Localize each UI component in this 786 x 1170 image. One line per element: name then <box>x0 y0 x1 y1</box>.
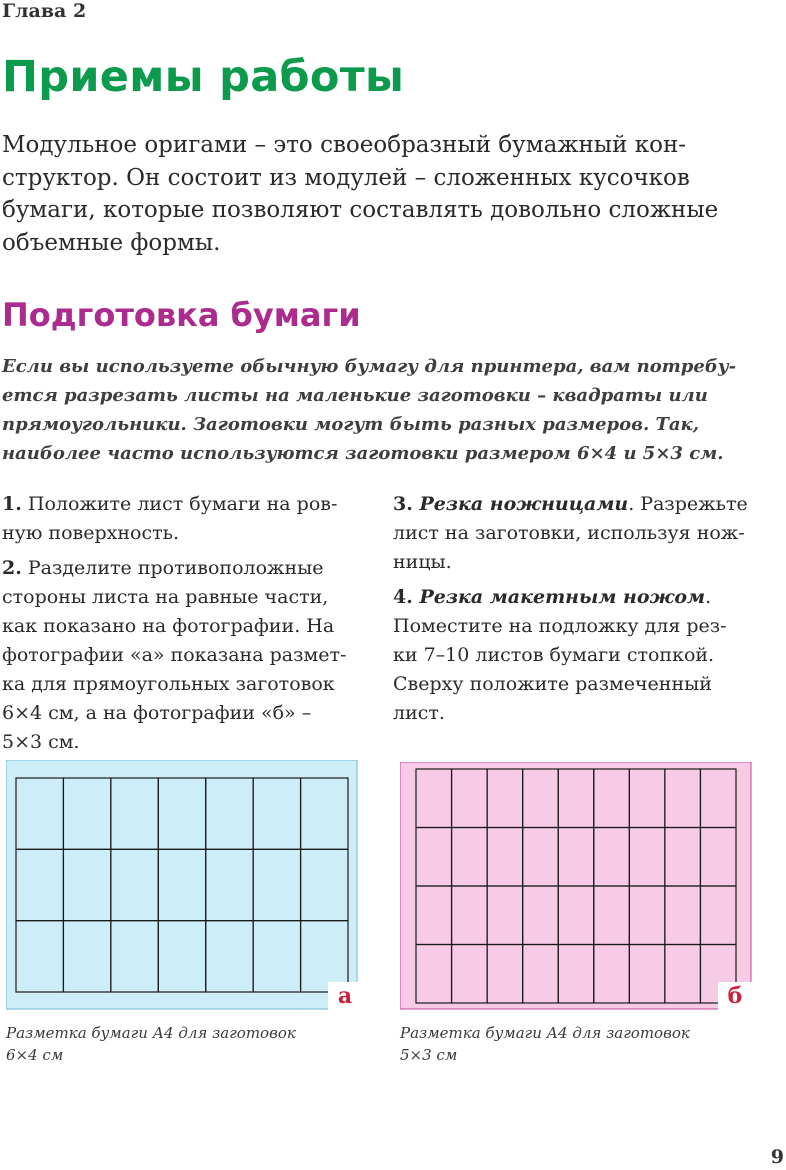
page-title: Приемы работы <box>2 52 405 102</box>
intro-line: прямоугольники. Заготовки могут быть разных размеров. Так, <box>2 414 700 435</box>
step-text: стороны листа на равные части, <box>2 586 329 608</box>
intro-line: ется разрезать листы на маленькие заготовки – квадраты или <box>2 385 708 406</box>
intro-paragraph <box>2 352 772 468</box>
figure-a-caption <box>6 1022 346 1066</box>
step-1 <box>2 490 372 548</box>
step-title: Резка макетным ножом <box>412 586 706 608</box>
lead-line: объемные формы. <box>2 229 221 256</box>
step-text: . <box>705 586 712 608</box>
step-text: Поместите на подложку для рез- <box>393 615 727 637</box>
step-2 <box>2 554 372 757</box>
intro-line: Если вы используете обычную бумагу для принтера, вам потребу- <box>2 356 737 377</box>
caption-line: 5×3 см <box>400 1046 458 1064</box>
step-text: Разделите противоположные <box>21 557 324 579</box>
step-text: лист. <box>393 702 445 724</box>
grid-diagram-a <box>6 760 358 1010</box>
figure-b-photo <box>400 762 752 1010</box>
step-text: ную поверхность. <box>2 522 179 544</box>
step-number: 2. <box>2 557 22 579</box>
paper-sheet <box>6 760 357 1009</box>
step-text: как показано на фотографии. На <box>2 615 335 637</box>
step-text: лист на заготовки, используя нож- <box>393 522 745 544</box>
section-title: Подготовка бумаги <box>2 296 361 334</box>
step-number: 1. <box>2 493 22 515</box>
lead-line: Модульное оригами – это своеобразный бумажный кон- <box>2 132 687 158</box>
step-text: ка для прямоугольных заготовок <box>2 673 335 695</box>
lead-paragraph <box>2 129 762 259</box>
figure-label: а <box>328 982 362 1012</box>
step-number: 4. <box>393 586 413 608</box>
step-3 <box>393 490 763 577</box>
steps-right-column <box>393 490 763 734</box>
step-text: ницы. <box>393 551 452 573</box>
caption-line: Разметка бумаги А4 для заготовок <box>6 1024 296 1042</box>
figure-b-caption <box>400 1022 740 1066</box>
lead-line: структор. Он состоит из модулей – сложенных кусочков <box>2 164 690 191</box>
step-title: Резка ножницами <box>412 493 629 515</box>
chapter-label: Глава 2 <box>2 0 87 22</box>
step-text: 5×3 см. <box>2 731 80 753</box>
grid-diagram-b <box>400 762 752 1010</box>
page-number: 9 <box>770 1146 784 1168</box>
step-text: 6×4 см, а на фотографии «б» – <box>2 702 312 724</box>
intro-line: наиболее часто используются заготовки размером 6×4 и 5×3 см. <box>2 443 724 464</box>
lead-line: бумаги, которые позволяют составлять довольно сложные <box>2 197 719 223</box>
step-text: . Разрежьте <box>628 493 748 515</box>
step-text: Положите лист бумаги на ров- <box>21 493 338 515</box>
step-4 <box>393 583 763 728</box>
figure-a-photo <box>6 760 358 1010</box>
step-text: ки 7–10 листов бумаги стопкой. <box>393 644 715 666</box>
caption-line: 6×4 см <box>6 1046 64 1064</box>
step-text: Сверху положите размеченный <box>393 673 712 695</box>
step-number: 3. <box>393 493 413 515</box>
figure-label: б <box>718 982 752 1012</box>
step-text: фотографии «а» показана размет- <box>2 644 347 666</box>
caption-line: Разметка бумаги А4 для заготовок <box>400 1024 690 1042</box>
steps-left-column <box>2 490 372 763</box>
